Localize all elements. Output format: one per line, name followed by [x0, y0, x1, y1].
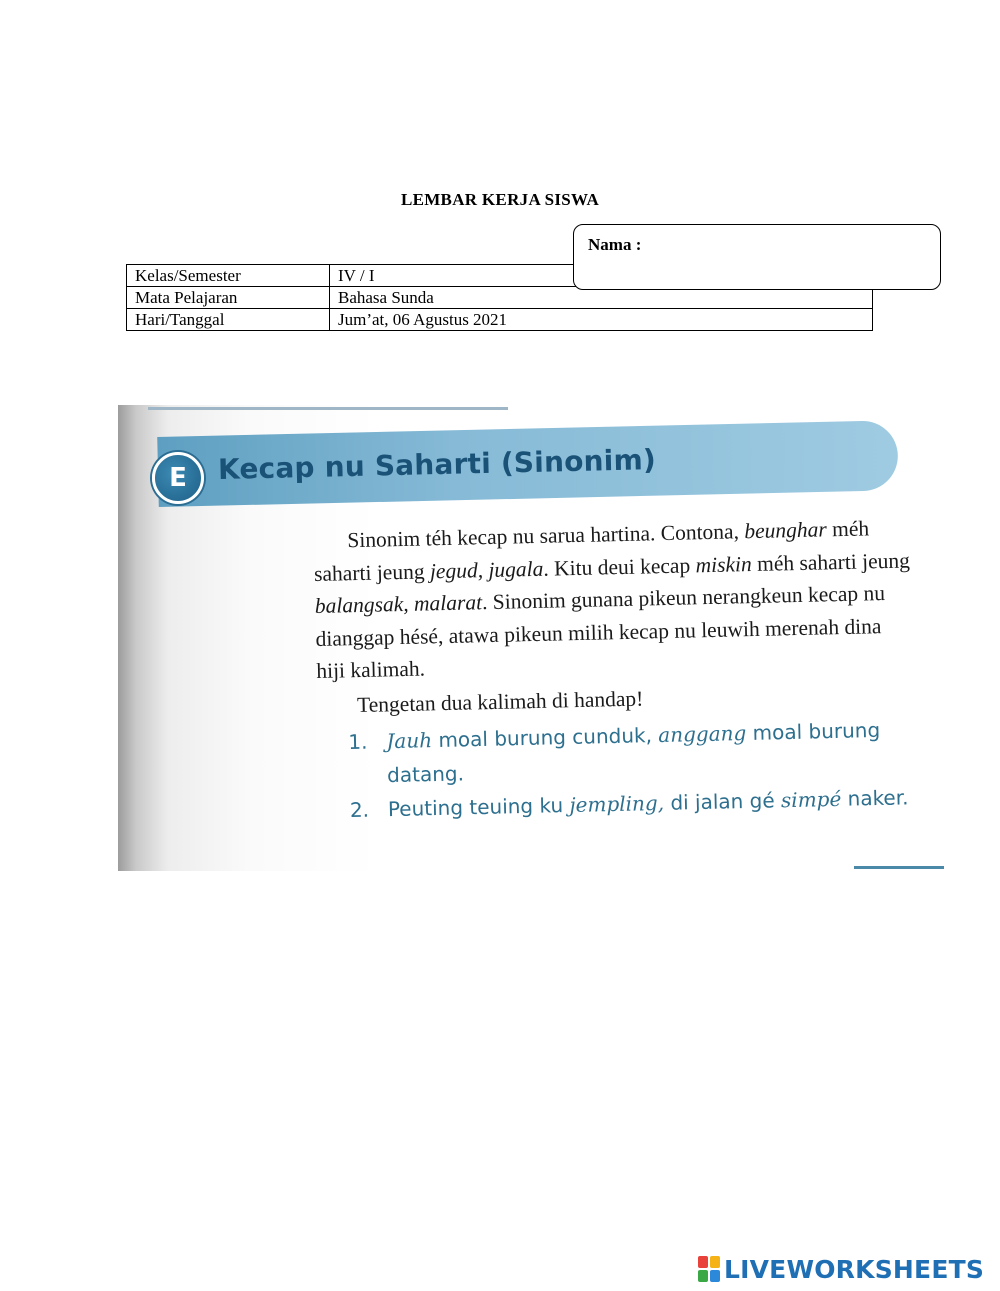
info-value: Jum’at, 06 Agustus 2021: [330, 309, 873, 331]
synonym-word: Jauh: [386, 728, 433, 754]
example-sentence: [348, 712, 909, 793]
liveworksheets-logo: [698, 1254, 984, 1284]
example-word: beunghar: [744, 517, 827, 544]
section-badge: E: [152, 452, 204, 504]
example-number: 1.: [348, 729, 368, 754]
example-number: 2.: [349, 797, 370, 822]
info-value: Bahasa Sunda: [330, 287, 873, 309]
instruction-text: Tengetan dua kalimah di handap!: [356, 686, 644, 717]
paragraph-text: . Kitu deui kecap: [543, 552, 696, 581]
example-word: balangsak, malarat: [314, 590, 483, 618]
example-word: miskin: [695, 551, 752, 577]
info-value: IV / I: [330, 265, 873, 287]
example-list: [348, 712, 910, 827]
sentence-text: moal burung datang.: [386, 717, 881, 788]
textbook-excerpt: [118, 405, 944, 871]
sentence-text: di jalan gé: [663, 788, 782, 815]
sentence-text: moal burung cunduk,: [431, 722, 659, 753]
sentence-text: Peuting teuing ku: [387, 792, 570, 822]
logo-squares-icon: [698, 1256, 720, 1282]
name-label: Nama :: [588, 235, 642, 254]
paragraph-text: méh saharti jeung: [751, 547, 911, 576]
paragraph-text: Sinonim téh kecap nu sarua hartina. Contona,: [347, 519, 745, 553]
paragraph-text: méh saharti jeung: [313, 516, 870, 586]
worksheet-title: LEMBAR KERJA SISWA: [400, 190, 600, 209]
info-label: Kelas/Semester: [127, 265, 330, 287]
sentence-text: naker.: [840, 785, 909, 811]
section-heading: Kecap nu Saharti (Sinonim): [217, 443, 657, 486]
synonym-word: anggang: [658, 720, 747, 747]
name-box: [573, 224, 941, 290]
top-rule: [148, 407, 508, 410]
bottom-rule: [854, 866, 944, 869]
example-word: jegud, jugala: [429, 556, 544, 583]
info-label: Mata Pelajaran: [127, 287, 330, 309]
excerpt-body: [313, 511, 917, 722]
info-label: Hari/Tanggal: [127, 309, 330, 331]
brand-text: LIVEWORKSHEETS: [724, 1254, 985, 1284]
name-input[interactable]: [666, 233, 930, 259]
synonym-word: simpé: [780, 786, 842, 813]
paragraph-text: . Sinonim gunana pikeun nerangkeun kecap nu dianggap hésé, atawa pikeun milih kecap nu leuwih merenah dina hiji kalimah.: [315, 581, 886, 683]
info-row-date: [127, 309, 873, 331]
synonym-paragraph: [313, 511, 917, 687]
synonym-word: jempling,: [569, 790, 665, 817]
